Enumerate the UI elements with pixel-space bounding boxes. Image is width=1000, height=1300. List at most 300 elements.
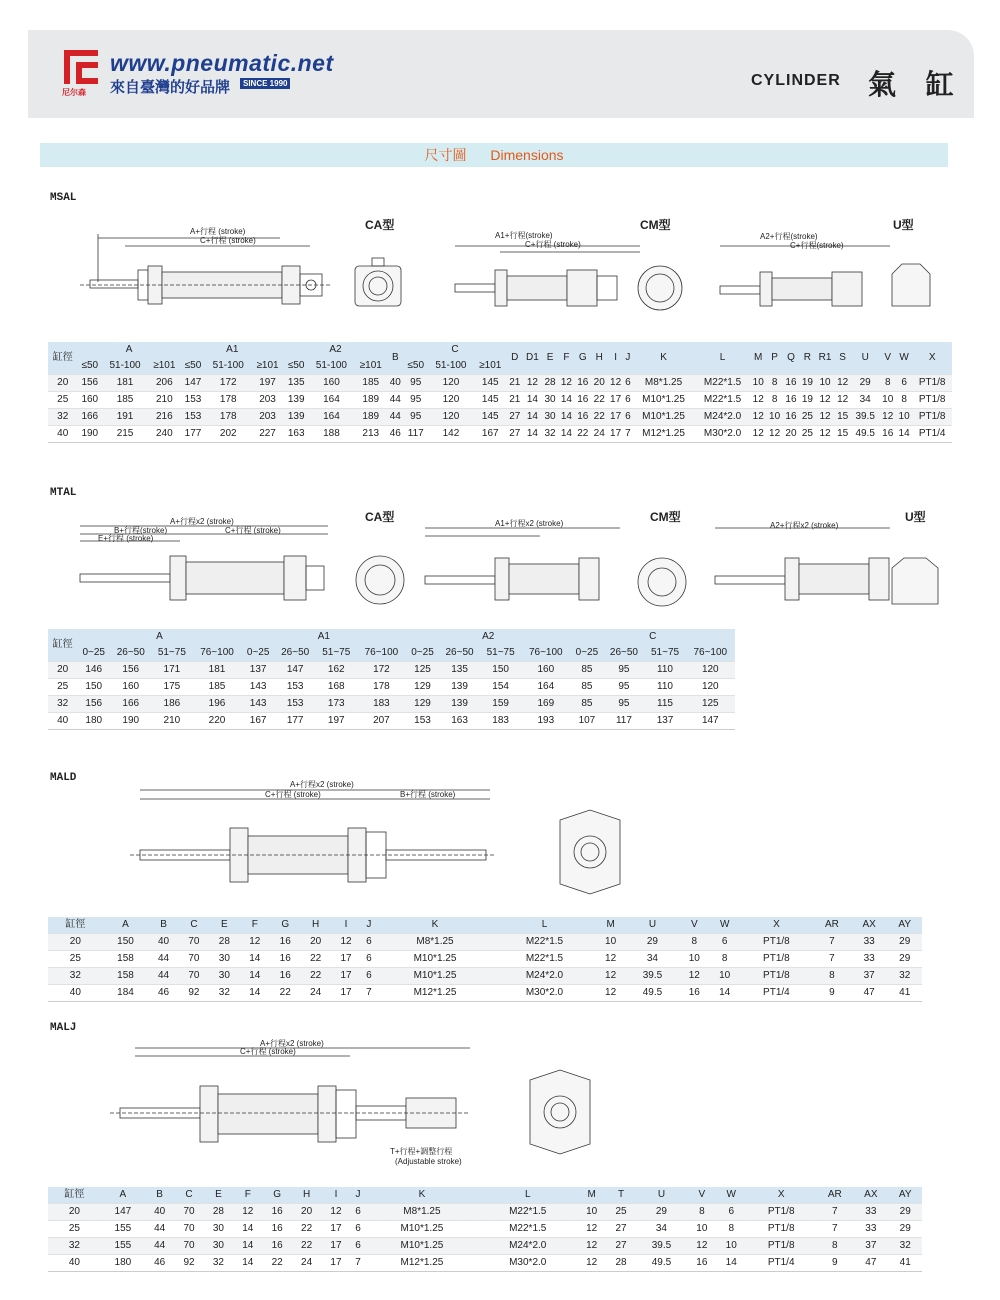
table-cell: 163 [284, 426, 309, 443]
table-cell: 44 [148, 968, 178, 985]
table-subheader-cell: 0~25 [570, 645, 603, 662]
table-cell: 153 [275, 696, 316, 713]
table-header-cell: X [746, 1187, 817, 1204]
table-cell: 178 [205, 409, 251, 426]
section-label-malj: MALJ [50, 1022, 77, 1034]
table-cell: 183 [357, 696, 406, 713]
table-cell: 25 [48, 951, 103, 968]
table-cell: M22*1.5 [479, 1221, 577, 1238]
table-subheader-cell: ≤50 [181, 358, 206, 375]
table-cell: 41 [888, 1255, 922, 1272]
table-cell: 70 [179, 968, 209, 985]
table-cell: 15 [834, 426, 850, 443]
table-cell: 12 [816, 426, 835, 443]
table-cell: 191 [102, 409, 148, 426]
type-label-cm: CM型 [640, 218, 671, 232]
table-cell: 12 [679, 968, 709, 985]
table-cell: 14 [233, 1255, 262, 1272]
table-cell: 7 [816, 1204, 853, 1221]
table-cell: 14 [558, 426, 574, 443]
table-cell: 8 [717, 1221, 746, 1238]
table-cell: 29 [888, 1221, 922, 1238]
table-cell: 20 [591, 375, 607, 392]
table-cell: PT1/4 [912, 426, 952, 443]
table-header-cell: S [834, 342, 850, 375]
table-cell: 28 [209, 934, 239, 951]
table-cell: 9 [816, 1255, 853, 1272]
table-cell: 6 [351, 1221, 366, 1238]
table-cell: 16 [270, 934, 300, 951]
table-cell: 32 [48, 968, 103, 985]
table-cell: 7 [813, 934, 851, 951]
table-cell: 175 [151, 679, 192, 696]
page-title-cn: 氣 缸 [868, 68, 964, 101]
table-cell: 12 [523, 375, 542, 392]
table-cell: PT1/8 [740, 934, 813, 951]
table-cell: 10 [816, 375, 835, 392]
table-header-cell: W [896, 342, 912, 375]
table-header-cell: R1 [816, 342, 835, 375]
table-cell: 115 [644, 696, 685, 713]
table-cell: 46 [387, 426, 403, 443]
table-header-cell: U [636, 1187, 687, 1204]
table-cell: 34 [626, 951, 679, 968]
table-cell: 164 [308, 409, 354, 426]
table-cell: 12 [750, 426, 766, 443]
table-cell: 129 [406, 696, 439, 713]
table-cell: M8*1.25 [376, 934, 493, 951]
table-cell: 12 [834, 375, 850, 392]
table-cell: 29 [851, 375, 880, 392]
table-cell: M22*1.5 [695, 392, 750, 409]
table-cell: 12 [816, 409, 835, 426]
table-cell: 44 [145, 1238, 174, 1255]
table-cell: 150 [480, 662, 521, 679]
table-cell: 29 [636, 1204, 687, 1221]
table-cell: 24 [300, 985, 330, 1002]
table-cell: 210 [151, 713, 192, 730]
table-cell: 16 [263, 1238, 292, 1255]
table-cell: 70 [174, 1238, 203, 1255]
mtal-table [48, 629, 735, 730]
table-header-cell: AR [813, 917, 851, 934]
table-cell: 28 [542, 375, 558, 392]
table-cell: 20 [783, 426, 799, 443]
table-header-cell: AX [851, 917, 887, 934]
table-subheader-cell: 51~75 [151, 645, 192, 662]
table-cell: 39.5 [636, 1238, 687, 1255]
table-cell: 85 [570, 662, 603, 679]
table-cell: 143 [242, 679, 275, 696]
table-cell: 183 [480, 713, 521, 730]
table-cell: 6 [361, 934, 376, 951]
table-subheader-cell: 26~50 [275, 645, 316, 662]
table-subheader-cell: 51-100 [308, 358, 354, 375]
table-header-cell: M [595, 917, 625, 934]
table-cell: 92 [174, 1255, 203, 1272]
table-cell: 40 [48, 426, 77, 443]
table-cell: 24 [591, 426, 607, 443]
table-subheader-cell: ≤50 [403, 358, 428, 375]
table-header-cell: B [145, 1187, 174, 1204]
table-cell: 163 [439, 713, 480, 730]
brand-small-text: 尼尔森 [62, 88, 86, 97]
msal-dim-a1: A1+行程(stroke) [495, 231, 553, 240]
table-cell: 155 [101, 1221, 145, 1238]
table-cell: 44 [145, 1221, 174, 1238]
msal-dim-c: C+行程 (stroke) [200, 236, 256, 245]
table-cell: 220 [192, 713, 241, 730]
table-cell: 139 [284, 392, 309, 409]
table-cell: PT1/8 [746, 1204, 817, 1221]
table-cell: 29 [887, 934, 922, 951]
table-cell: 22 [575, 426, 591, 443]
table-header-cell: 缸徑 [48, 629, 77, 662]
table-cell: 30 [209, 951, 239, 968]
table-cell: 145 [474, 409, 507, 426]
table-subheader-cell: 76~100 [686, 645, 735, 662]
table-header-cell: C [570, 629, 735, 645]
table-header-cell: J [624, 342, 632, 375]
table-cell: 85 [570, 679, 603, 696]
table-cell: 145 [474, 375, 507, 392]
table-cell: 32 [48, 409, 77, 426]
table-cell: 20 [48, 662, 77, 679]
table-cell: 16 [679, 985, 709, 1002]
table-cell: 172 [357, 662, 406, 679]
table-cell: 10 [880, 392, 896, 409]
table-cell: M10*1.25 [376, 968, 493, 985]
table-cell: 160 [77, 392, 102, 409]
table-cell: 150 [77, 679, 110, 696]
table-cell: 34 [636, 1221, 687, 1238]
table-row [48, 679, 735, 696]
table-header-cell: I [321, 1187, 350, 1204]
malj-drawings [110, 1040, 610, 1170]
table-cell: 137 [644, 713, 685, 730]
table-cell: 12 [766, 426, 782, 443]
table-subheader-cell: ≤50 [77, 358, 102, 375]
table-cell: 7 [361, 985, 376, 1002]
table-cell: 27 [606, 1238, 635, 1255]
table-cell: 22 [591, 409, 607, 426]
table-row [48, 985, 922, 1002]
table-cell: 41 [887, 985, 922, 1002]
table-cell: 147 [275, 662, 316, 679]
table-header-cell: G [263, 1187, 292, 1204]
table-header-cell: A2 [406, 629, 570, 645]
dimensions-en: Dimensions [490, 147, 564, 163]
table-header-cell: H [591, 342, 607, 375]
table-cell: 29 [888, 1204, 922, 1221]
table-cell: 153 [181, 409, 206, 426]
table-header-cell: D1 [523, 342, 542, 375]
table-cell: 14 [523, 426, 542, 443]
table-row [48, 951, 922, 968]
table-cell: 12 [558, 375, 574, 392]
table-cell: 33 [851, 934, 887, 951]
table-cell: 216 [148, 409, 181, 426]
table-cell: 12 [595, 985, 625, 1002]
table-cell: M30*2.0 [695, 426, 750, 443]
table-cell: PT1/4 [746, 1255, 817, 1272]
table-cell: 12 [321, 1204, 350, 1221]
table-cell: M30*2.0 [494, 985, 596, 1002]
table-cell: 22 [292, 1238, 321, 1255]
table-header-row [48, 342, 952, 358]
table-cell: 172 [205, 375, 251, 392]
table-cell: 178 [205, 392, 251, 409]
table-subheader-cell: 0~25 [77, 645, 110, 662]
table-row [48, 375, 952, 392]
table-cell: 10 [709, 968, 739, 985]
table-cell: 9 [813, 985, 851, 1002]
mtal-drawings [70, 516, 950, 626]
table-cell: M22*1.5 [494, 934, 596, 951]
table-cell: 177 [275, 713, 316, 730]
table-cell: 215 [102, 426, 148, 443]
table-cell: 40 [48, 985, 103, 1002]
table-cell: 47 [851, 985, 887, 1002]
table-subheader-cell: 26~50 [439, 645, 480, 662]
table-cell: 20 [48, 375, 77, 392]
mald-table [48, 917, 922, 1002]
table-cell: M8*1.25 [632, 375, 695, 392]
table-cell: 8 [880, 375, 896, 392]
table-header-cell: V [679, 917, 709, 934]
table-cell: 6 [624, 409, 632, 426]
table-cell: 227 [251, 426, 284, 443]
table-cell: 14 [233, 1238, 262, 1255]
table-cell: 153 [181, 392, 206, 409]
table-cell: M12*1.25 [632, 426, 695, 443]
table-subheader-cell: ≥101 [354, 358, 387, 375]
table-row [48, 662, 735, 679]
table-cell: 20 [292, 1204, 321, 1221]
table-header-cell: L [479, 1187, 577, 1204]
table-cell: 49.5 [851, 426, 880, 443]
table-cell: 19 [799, 375, 815, 392]
malj-table [48, 1187, 922, 1272]
table-cell: 12 [331, 934, 361, 951]
dimensions-cn: 尺寸圖 [424, 147, 467, 163]
table-cell: 6 [624, 375, 632, 392]
table-row [48, 1255, 922, 1272]
table-cell: PT1/4 [740, 985, 813, 1002]
table-cell: 12 [607, 375, 623, 392]
table-cell: 33 [853, 1221, 888, 1238]
table-cell: 156 [110, 662, 151, 679]
table-cell: 16 [783, 409, 799, 426]
table-cell: 120 [686, 662, 735, 679]
table-cell: 8 [896, 392, 912, 409]
table-cell: 107 [570, 713, 603, 730]
table-header-cell: J [351, 1187, 366, 1204]
table-cell: 12 [750, 409, 766, 426]
brand-since-badge: SINCE 1990 [240, 78, 290, 89]
table-cell: 40 [145, 1204, 174, 1221]
table-row [48, 392, 952, 409]
table-cell: 193 [521, 713, 570, 730]
table-cell: 29 [887, 951, 922, 968]
table-cell: 139 [284, 409, 309, 426]
table-subheader-cell: 76~100 [357, 645, 406, 662]
table-cell: 28 [606, 1255, 635, 1272]
malj-dim-a: A+行程x2 (stroke) [260, 1039, 324, 1048]
table-cell: 19 [799, 392, 815, 409]
table-cell: 16 [575, 375, 591, 392]
table-cell: 20 [48, 1204, 101, 1221]
table-cell: 10 [896, 409, 912, 426]
table-cell: 139 [439, 696, 480, 713]
table-cell: 110 [644, 679, 685, 696]
table-subheader-cell: ≥101 [474, 358, 507, 375]
table-cell: 117 [403, 426, 428, 443]
table-header-row [48, 917, 922, 934]
table-cell: 147 [181, 375, 206, 392]
table-cell: 25 [606, 1204, 635, 1221]
table-cell: 12 [595, 968, 625, 985]
mtal-dim-a1: A1+行程x2 (stroke) [495, 519, 564, 528]
mtal-dim-a2: A2+行程x2 (stroke) [770, 521, 839, 530]
table-cell: 150 [103, 934, 149, 951]
table-cell: 33 [853, 1204, 888, 1221]
table-cell: 22 [300, 951, 330, 968]
table-cell: 30 [204, 1221, 233, 1238]
table-cell: 189 [354, 392, 387, 409]
table-cell: 21 [507, 392, 523, 409]
table-cell: 12 [816, 392, 835, 409]
table-cell: 171 [151, 662, 192, 679]
table-cell: 14 [240, 951, 270, 968]
table-cell: 146 [77, 662, 110, 679]
table-cell: 32 [209, 985, 239, 1002]
table-header-cell: E [209, 917, 239, 934]
table-cell: 95 [603, 679, 644, 696]
table-cell: 6 [361, 951, 376, 968]
table-cell: 70 [174, 1221, 203, 1238]
table-header-cell: C [174, 1187, 203, 1204]
mtal-dim-b: B+行程(stroke) [114, 526, 168, 535]
table-cell: 12 [240, 934, 270, 951]
table-cell: 177 [181, 426, 206, 443]
brand-logo-icon [64, 50, 98, 84]
mald-dim-b: B+行程 (stroke) [400, 790, 456, 799]
table-cell: 125 [406, 662, 439, 679]
table-cell: 162 [316, 662, 357, 679]
table-cell: 21 [507, 375, 523, 392]
table-cell: 160 [521, 662, 570, 679]
table-cell: 213 [354, 426, 387, 443]
table-cell: 70 [179, 951, 209, 968]
table-cell: 14 [523, 392, 542, 409]
table-cell: 154 [480, 679, 521, 696]
table-cell: 169 [521, 696, 570, 713]
table-cell: 210 [148, 392, 181, 409]
table-cell: 7 [813, 951, 851, 968]
table-cell: 20 [48, 934, 103, 951]
table-header-cell: X [740, 917, 813, 934]
table-header-cell: V [880, 342, 896, 375]
table-cell: 25 [48, 1221, 101, 1238]
table-subheader-cell: ≥101 [148, 358, 181, 375]
table-cell: 160 [110, 679, 151, 696]
table-subheader-cell: ≤50 [284, 358, 309, 375]
msal-drawings [70, 222, 950, 332]
table-cell: 17 [607, 409, 623, 426]
table-row [48, 713, 735, 730]
table-cell: 143 [242, 696, 275, 713]
type-label-u: U型 [893, 218, 914, 232]
table-cell: 95 [403, 392, 428, 409]
table-cell: 12 [750, 392, 766, 409]
mald-drawings [110, 780, 650, 900]
table-header-cell: I [331, 917, 361, 934]
table-cell: 180 [77, 713, 110, 730]
table-cell: 120 [428, 409, 474, 426]
table-cell: 22 [292, 1221, 321, 1238]
table-cell: M10*1.25 [365, 1221, 478, 1238]
table-cell: 39.5 [626, 968, 679, 985]
table-cell: 10 [766, 409, 782, 426]
table-subheader-cell: ≥101 [251, 358, 284, 375]
table-cell: 12 [233, 1204, 262, 1221]
table-cell: 25 [48, 392, 77, 409]
table-header-cell: A [101, 1187, 145, 1204]
table-header-cell: AY [888, 1187, 922, 1204]
table-row [48, 968, 922, 985]
table-cell: 120 [686, 679, 735, 696]
table-cell: 10 [750, 375, 766, 392]
mtal-dim-e: E+行程 (stroke) [98, 534, 154, 543]
table-cell: 15 [834, 409, 850, 426]
table-cell: 10 [679, 951, 709, 968]
table-cell: 6 [709, 934, 739, 951]
table-cell: 33 [851, 951, 887, 968]
table-cell: 10 [577, 1204, 606, 1221]
table-cell: 29 [626, 934, 679, 951]
table-cell: 44 [387, 392, 403, 409]
table-cell: M10*1.25 [632, 392, 695, 409]
table-header-cell: K [365, 1187, 478, 1204]
table-cell: 24 [292, 1255, 321, 1272]
table-cell: 44 [148, 951, 178, 968]
table-header-cell: F [240, 917, 270, 934]
table-cell: PT1/8 [740, 968, 813, 985]
table-cell: 16 [270, 968, 300, 985]
table-cell: 37 [851, 968, 887, 985]
table-header-cell: 缸徑 [48, 1187, 101, 1204]
table-cell: 8 [766, 392, 782, 409]
table-cell: 30 [542, 409, 558, 426]
table-header-cell: M [750, 342, 766, 375]
table-cell: 16 [575, 392, 591, 409]
table-cell: M24*2.0 [494, 968, 596, 985]
table-header-cell: A2 [284, 342, 387, 358]
table-cell: 40 [48, 1255, 101, 1272]
table-cell: 10 [717, 1238, 746, 1255]
table-header-subrow [48, 645, 735, 662]
table-cell: 7 [624, 426, 632, 443]
table-header-cell: R [799, 342, 815, 375]
table-header-cell: T [606, 1187, 635, 1204]
table-row [48, 1221, 922, 1238]
table-cell: 22 [591, 392, 607, 409]
table-cell: 16 [783, 375, 799, 392]
table-cell: 147 [101, 1204, 145, 1221]
table-cell: 158 [103, 968, 149, 985]
table-subheader-cell: 51~75 [644, 645, 685, 662]
